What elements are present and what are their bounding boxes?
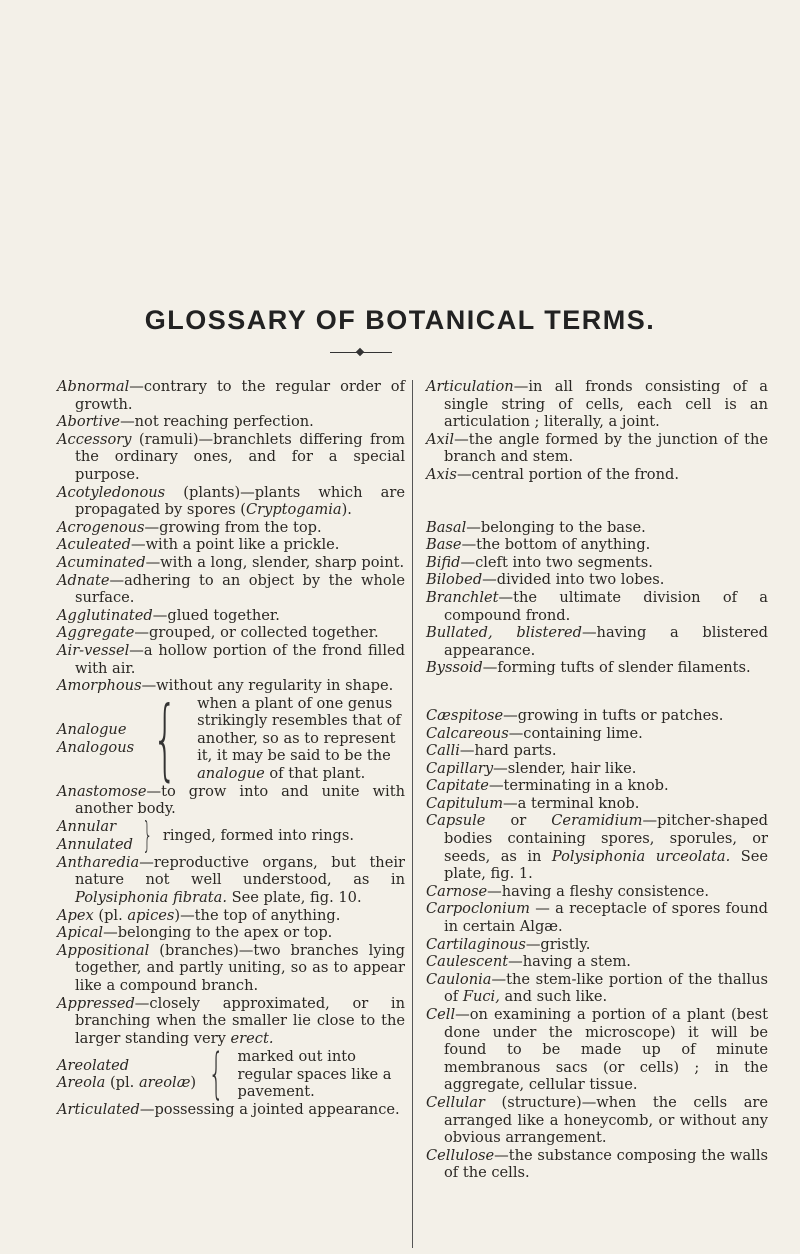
brace-definition: marked out into regular spaces like a pavement. [237, 1048, 392, 1101]
brace-term: Areola (pl. areolæ) [57, 1074, 197, 1092]
column-divider [412, 380, 413, 1248]
glossary-entry: Capitulum—a terminal knob. [426, 794, 640, 812]
glossary-entry: Base—the bottom of anything. [426, 536, 651, 554]
brace-terms [57, 721, 134, 756]
glossary-entry: Acotyledonous (plants)—plants which are propagated by spores (Cryptogamia). [57, 483, 405, 519]
glossary-entry: Anastomose—to grow into and unite with another body. [57, 782, 405, 818]
glossary-entry: Appositional (branches)—two branches lying together, and partly uniting, so as to appear like a compound branch. [57, 941, 405, 995]
glossary-entry: Cellulose—the substance composing the walls of the cells. [426, 1146, 768, 1182]
glossary-entry: Bilobed—divided into two lobes. [426, 571, 665, 589]
glossary-entry: Caulescent—having a stem. [426, 953, 631, 971]
glossary-entry: Capillary—slender, hair like. [426, 759, 637, 777]
brace-term: Annulated [57, 835, 133, 853]
glossary-entry: Agglutinated—glued together. [57, 606, 280, 624]
annular-entry [57, 814, 405, 856]
glossary-entry: Axil—the angle formed by the junction of the branch and stem. [426, 430, 768, 466]
glossary-entry: Bifid—cleft into two segments. [426, 553, 653, 571]
page-title: GLOSSARY OF BOTANICAL TERMS. [144, 305, 656, 335]
brace-definition: ringed, formed into rings. [162, 827, 354, 845]
brace-term: Analogue [57, 721, 127, 739]
glossary-entry: Cæspitose—growing in tufts or patches. [426, 706, 724, 724]
curly-brace: { [152, 686, 178, 790]
glossary-entry: Apex (pl. apices)—the top of anything. [57, 906, 341, 924]
glossary-entry: Appressed—closely approximated, or in branching when the smaller lie close to the larger standing very erect. [57, 994, 405, 1047]
curly-brace: { [208, 1042, 225, 1106]
glossary-entry: Aculeated—with a point like a prickle. [57, 536, 340, 554]
brace-term: Annular [57, 818, 117, 836]
definition-line: when a plant of one genus [197, 694, 393, 712]
glossary-entry: Abortive—not reaching perfection. [57, 413, 314, 431]
glossary-entry: Bullated, blistered—having a blistered appearance. [426, 624, 768, 659]
glossary-entry: Calli—hard parts. [426, 742, 557, 760]
definition-line: strikingly resembles that of [197, 712, 401, 730]
definition-line: another, so as to represent [197, 729, 396, 747]
glossary-entry: Calcareous—containing lime. [426, 724, 643, 742]
areolated-entry [57, 1042, 405, 1106]
brace-term: Areolated [57, 1056, 130, 1074]
right-column [426, 378, 768, 1182]
glossary-entry: Accessory (ramuli)—branchlets differing from the ordinary ones, and for a special purpose. [57, 430, 405, 483]
glossary-entry: Basal—belonging to the base. [426, 518, 646, 536]
glossary-entry: Antharedia—reproductive organs, but their nature not well understood, as in Polysiphonia fibrata. See plate, fig. 10. [57, 853, 405, 907]
brace-definition [197, 695, 405, 783]
title-ornament [330, 347, 392, 357]
brace-terms [57, 1057, 196, 1092]
glossary-entry: Byssoid—forming tufts of slender filaments. [426, 659, 751, 677]
glossary-entry: Capitate—terminating in a knob. [426, 777, 669, 795]
glossary-entry: Articulated—possessing a jointed appearance. [57, 1101, 400, 1119]
section-gap [426, 677, 768, 707]
brace-term: Analogous [57, 738, 135, 756]
glossary-entry: Acrogenous—growing from the top. [57, 518, 322, 536]
glossary-entry: Caulonia—the stem-like portion of the thallus of Fuci, and such like. [426, 970, 768, 1006]
glossary-entry: Cellular (structure)—when the cells are arranged like a honeycomb, or without any obvious arrangement. [426, 1093, 769, 1147]
glossary-entry: Articulation—in all fronds consisting of a single string of cells, each cell is an articulation ; literally, a joint. [426, 378, 768, 431]
definition-line: analogue of that plant. [197, 765, 366, 783]
ornament-diamond [356, 348, 364, 356]
definition-line: it, it may be said to be the [197, 747, 391, 765]
glossary-entry: Cell—on examining a portion of a plant (best done under the microscope) it will be found to be made up of minute membranous sacs (or cells) ; in the aggregate, cellular tissue. [426, 1006, 768, 1094]
section-gap [426, 484, 768, 519]
glossary-entry: Branchlet—the ultimate division of a compound frond. [426, 588, 768, 624]
glossary-entry: Adnate—adhering to an object by the whole surface. [57, 571, 405, 607]
glossary-entry: Carpoclonium — a receptacle of spores found in certain Algæ. [426, 900, 768, 936]
left-column [57, 378, 405, 1119]
glossary-entry: Axis—central portion of the frond. [426, 465, 679, 483]
glossary-entry: Carnose—having a fleshy consistence. [426, 882, 709, 900]
glossary-entry: Acuminated—with a long, slender, sharp point. [57, 553, 405, 571]
brace-terms [57, 818, 133, 853]
glossary-entry: Aggregate—grouped, or collected together. [57, 624, 379, 642]
glossary-entry: Capsule or Ceramidium—pitcher-shaped bodies containing spores, sporules, or seeds, as in Polysiphonia urceolata. See plate, fig. 1. [426, 812, 768, 883]
glossary-entry: Apical—belonging to the apex or top. [57, 924, 333, 942]
glossary-entry: Air-vessel—a hollow portion of the frond filled with air. [57, 641, 405, 677]
glossary-entry: Amorphous—without any regularity in shape. [57, 677, 394, 695]
glossary-entry: Cartilaginous—gristly. [426, 935, 591, 953]
curly-brace: } [142, 814, 153, 856]
glossary-entry: Abnormal—contrary to the regular order of growth. [57, 378, 405, 413]
